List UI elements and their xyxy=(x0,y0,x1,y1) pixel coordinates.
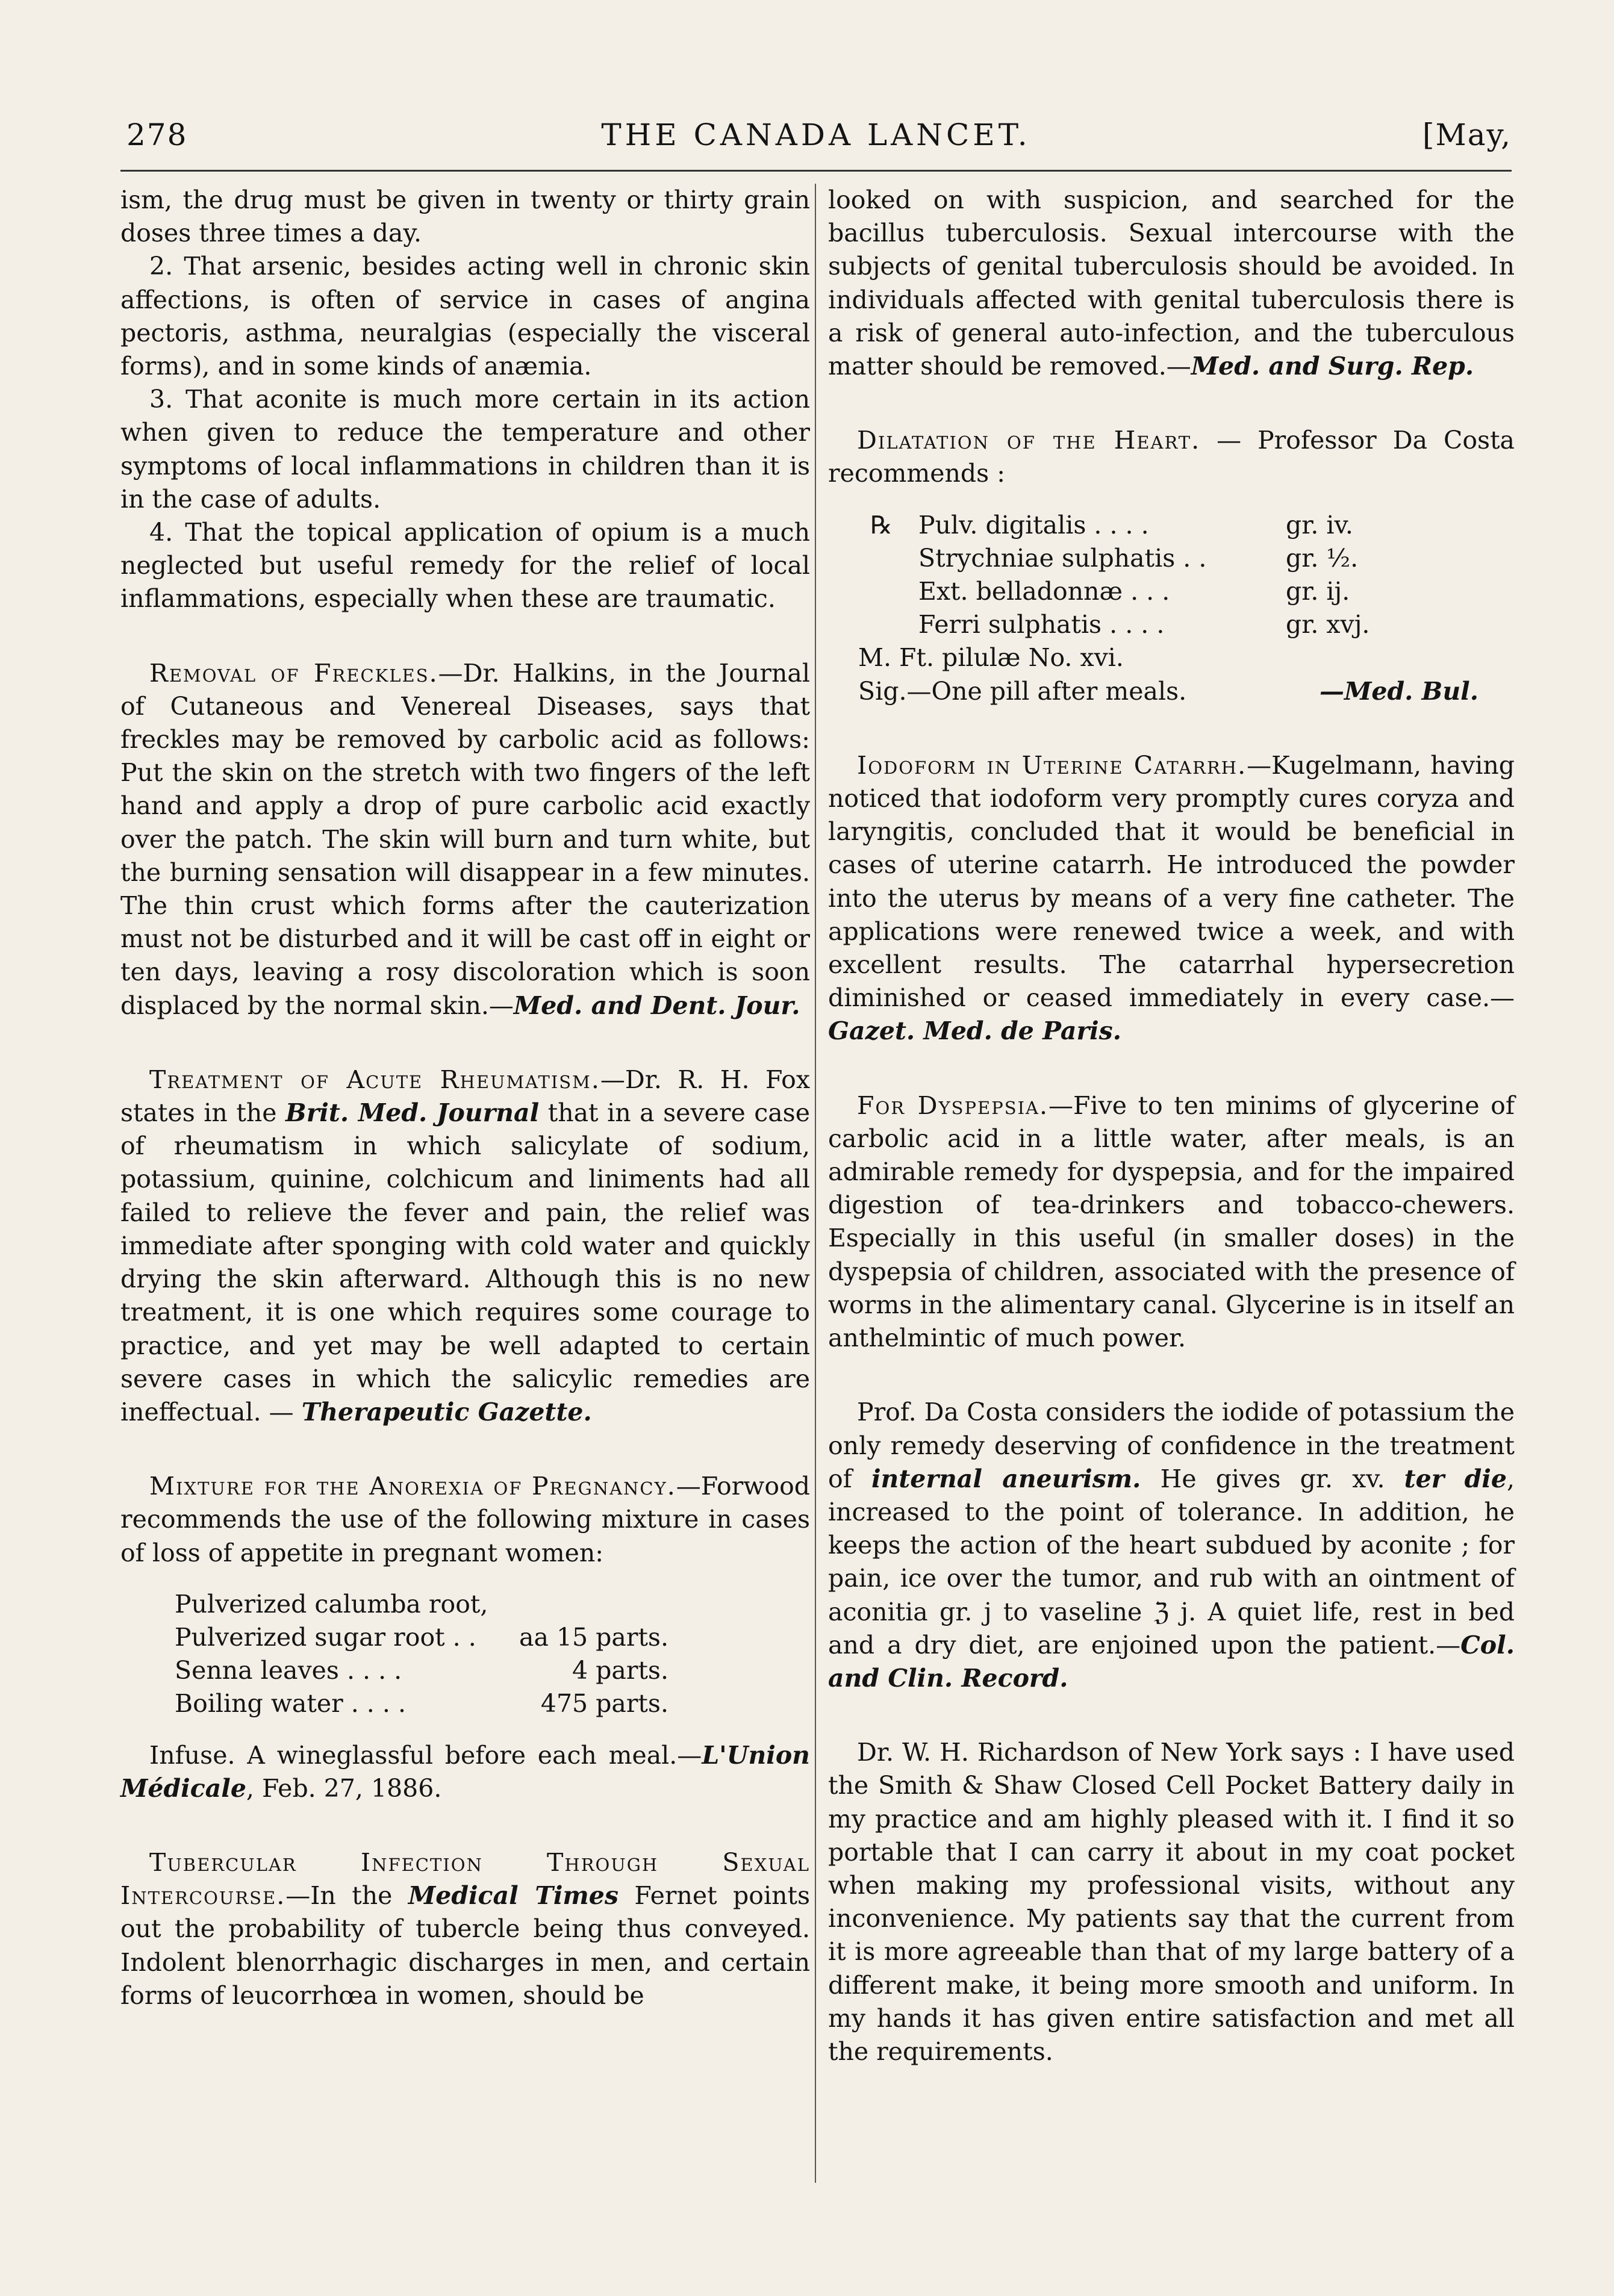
article-heading: Tubercular Infection Through Sexual Intercourse. xyxy=(120,1847,810,1911)
article-rheumatism xyxy=(120,1063,810,1429)
article-heading: For Dyspepsia. xyxy=(857,1090,1049,1120)
article-body: —Dr. Halkins, in the Journal of Cutaneous and Venereal Diseases, says that freckles may be removed by carbolic acid as follows: Put the skin on the stretch with two fingers of the left hand and apply a drop of pure carbolic acid exactly over the patch. The skin will burn and turn white, but the burning sensation will disappear in a few minutes. The thin crust which forms after the cauterization must not be disturbed and it will be cast off in eight or ten days, leaving a rosy discoloration which is soon displaced by the normal skin.— xyxy=(120,658,810,1020)
journal-title: THE CANADA LANCET. xyxy=(601,117,1031,152)
article-heading: Dilatation of the Heart. xyxy=(857,426,1201,455)
formula-row: Pulverized calumba root, xyxy=(175,1589,488,1619)
numbered-point-2: 2. That arsenic, besides acting well in chronic skin affections, is often of service in cases of angina pectoris, asthma, neuralgias (especially the visceral forms), and in some kinds of anæmia. xyxy=(120,252,810,381)
prescription-row: Ferri sulphatis . . . . gr. xvj. xyxy=(918,610,1370,639)
rx-symbol: ℞ xyxy=(870,510,893,540)
infuse-instruction: Infuse. A wineglassful before each meal.—L'Union Médicale, Feb. 27, 1886. xyxy=(120,1740,810,1803)
issue-month: [May, xyxy=(1422,117,1512,152)
article-source: Med. and Surg. Rep. xyxy=(1191,352,1474,381)
article-freckles xyxy=(120,657,810,1022)
right-column xyxy=(828,184,1515,2068)
column-divider xyxy=(815,184,816,2183)
article-source: Gazet. Med. de Paris. xyxy=(828,1016,1121,1046)
left-column xyxy=(120,184,810,2012)
article-body: —Five to ten minims of glycerine of carbolic acid in a little water, after meals, is an admirable remedy for dyspepsia, and for the impaired digestion of tea-drinkers and tobacco-chewers. Especially in this useful (in smaller doses) in the dyspepsia of children, associated with the presence of worms in the alimentary canal. Glycerine is in itself an anthelmintic of much power. xyxy=(828,1090,1515,1353)
formula-row: Boiling water . . . . 475 parts. xyxy=(175,1689,668,1719)
article-heading: Treatment of Acute Rheumatism. xyxy=(149,1065,600,1094)
article-tubercular xyxy=(120,1846,810,2012)
article-richardson: Dr. W. H. Richardson of New York says : I have used the Smith & Shaw Closed Cell Pocket Battery daily in my practice and am highly pleased with it. I find it so portable that I can carry it about in my coat pocket when making my professional visits, without any inconvenience. My patients say that the current from it is more agreeable than that of my large battery of a different make, it being more smooth and uniform. In my hands it has given entire satisfaction and met all the requirements. xyxy=(828,1738,1515,2066)
numbered-point-3: 3. That aconite is much more certain in its action when given to reduce the temperature and other symptoms of local inflammations in children than it is in the case of adults. xyxy=(120,385,810,514)
article-heading: Iodoform in Uterine Catarrh. xyxy=(857,750,1247,780)
article-body: —In the xyxy=(285,1881,408,1911)
article-source: Med. and Dent. Jour. xyxy=(513,991,800,1020)
numbered-point-4: 4. That the topical application of opium is a much neglected but useful remedy for the relief of local inflammations, especially when these are traumatic. xyxy=(120,518,810,614)
article-iodoform xyxy=(828,749,1515,1048)
prescription-row: Strychniae sulphatis . . gr. ½. xyxy=(918,543,1359,573)
article-heart xyxy=(828,424,1515,490)
continued-paragraph: looked on with suspicion, and searched for the bacillus tuberculosis. Sexual intercourse with the subjects of genital tuberculosis should be avoided. In individuals affected with genital tuberculosis there is a risk of general auto-infection, and the tuberculous matter should be removed.—Med. and Surg. Rep. xyxy=(828,185,1515,381)
page-header xyxy=(120,117,1512,166)
prescription-row: ℞ Pulv. digitalis . . . . gr. iv. xyxy=(870,509,1406,542)
article-body: —Kugelmann, having noticed that iodoform very promptly cures coryza and laryngitis, concluded that it would be beneficial in cases of uterine catarrh. He introduced the powder into the uterus by means of a very fine catheter. The applications were renewed twice a week, and with excellent results. The catarrhal hypersecretion diminished or ceased immediately in every case.— xyxy=(828,750,1515,1013)
prescription-row: Ext. belladonnæ . . . gr. ij. xyxy=(918,577,1350,606)
article-heading: Removal of Freckles. xyxy=(149,658,438,688)
article-body: — Professor Da Costa recommends : xyxy=(828,426,1515,488)
article-body: Fernet points out the probability of tubercle being thus conveyed. Indolent blenorrhagic discharges in men, and certain forms of leucorrhœa in women, should be xyxy=(120,1881,811,2010)
article-dyspepsia xyxy=(828,1089,1515,1355)
journal-name: Brit. Med. Journal xyxy=(285,1098,540,1128)
prescription-table xyxy=(870,509,1406,642)
article-source: Therapeutic Gazette. xyxy=(301,1397,592,1426)
formula-row: Senna leaves . . . . 4 parts. xyxy=(175,1656,668,1685)
page-number: 278 xyxy=(126,117,188,152)
journal-name: Medical Times xyxy=(408,1881,618,1911)
article-body: —Forwood recommends the use of the following mixture in cases of loss of appetite in pregnant women: xyxy=(120,1472,810,1567)
header-rule xyxy=(120,170,1512,172)
article-source: Col. and Clin. Record. xyxy=(828,1630,1515,1693)
article-source: L'Union Médicale xyxy=(120,1740,810,1803)
article-body: that in a severe case of rheumatism in which salicylate of sodium, potassium, quinine, colchicum and liniments had all failed to relieve the fever and pain, the relief was immediate after sponging with cold water and quickly drying the skin afterward. Although this is no new treatment, it is one which requires some courage to practice, and yet may be well adapted to certain severe cases in which the salicylic remedies are ineffectual. — xyxy=(120,1098,810,1426)
formula-row: Pulverized sugar root . . aa 15 parts. xyxy=(175,1622,668,1652)
prescription-sig: Sig.—One pill after meals. —Med. Bul. xyxy=(858,675,1515,708)
formula-table xyxy=(175,1588,668,1721)
prescription-mix: M. Ft. pilulæ No. xvi. xyxy=(858,643,1124,673)
continued-paragraph: ism, the drug must be given in twenty or thirty grain doses three times a day. xyxy=(120,185,810,248)
article-anorexia xyxy=(120,1470,810,1570)
article-source: —Med. Bul. xyxy=(1320,676,1478,706)
article-body: —Dr. R. H. Fox states in the xyxy=(120,1065,810,1128)
article-da-costa: Prof. Da Costa considers the iodide of potassium the only remedy deserving of confidence in the treatment of internal aneurism. He gives gr. xv. ter die, increased to the point of tolerance. In addition, he keeps the action of the heart subdued by aconite ; for pain, ice over the tumor, and rub with an ointment of aconitia gr. j to vaseline ℨ j. A quiet life, rest in bed and a dry diet, are enjoined upon the patient.—Col. and Clin. Record. xyxy=(828,1398,1515,1693)
article-heading: Mixture for the Anorexia of Pregnancy. xyxy=(149,1472,676,1501)
